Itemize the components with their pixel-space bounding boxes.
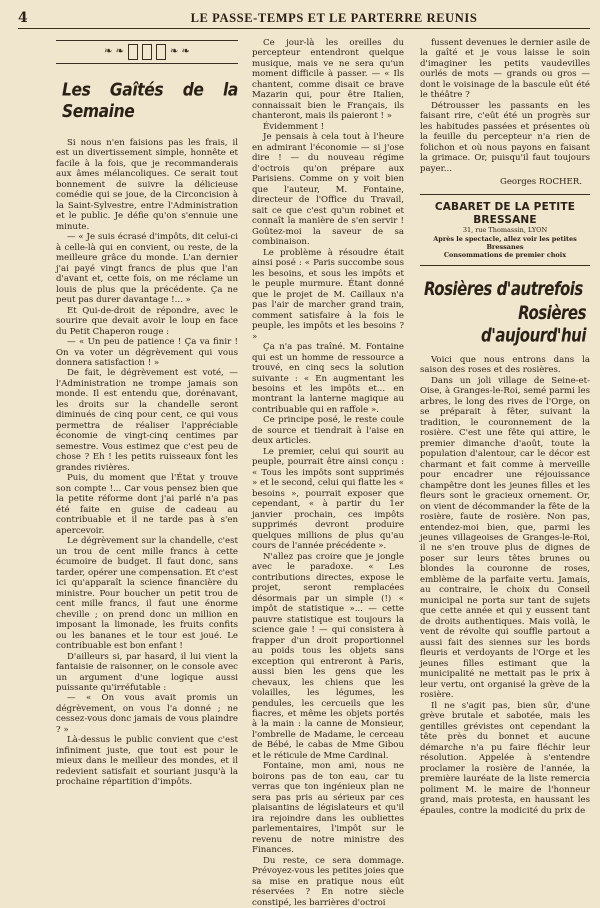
paragraph: Le dégrèvement sur la chandelle, c'est un trou de cent mille francs à cette écumoire de budget. Il faut donc, sans tarder, opérer une compensation. Et c'est ici qu'apparaît la science financière du ministre. Pour boucher un petit trou de cent mille francs, il faut une énorme cheville ; on prend donc un million en imposant la limonade, les fruits confits ou les bananes et le tour est joué. Le contribuable est bon enfant ! xyxy=(56,536,238,652)
paragraph: Et Qui-de-droit de répondre, avec le sourire que devait avoir le loup en face du Petit Chaperon rouge : xyxy=(56,305,238,337)
paragraph: Là-dessus le public convient que c'est infiniment juste, que tout est pour le mieux dans le meilleur des mondes, et il redevient satisfait et souriant jusqu'à la prochaine répartition d'impôts. xyxy=(56,735,238,788)
ad-address: 31, rue Thomassin, LYON xyxy=(462,226,548,235)
ornament-box-icon xyxy=(142,44,152,60)
paragraph: Ça n'a pas traîné. M. Fontaine qui est un homme de ressource a trouvé, en cinq secs la solution suivante : « En augmentant les besoins et les impôts et... en montrant la lanterne magique au contribuable qui en raffole ». xyxy=(252,342,404,415)
article-title-line-2: Rosières d'aujourd'hui xyxy=(481,301,586,347)
paragraph: Dans un joli village de Seine-et-Oise, à Granges-le-Roi, semé parmi les arbres, le long des rives de l'Orge, on se préparait à fêter, suivant la tradition, le couronnement de la rosière. C'est une fête qui attire, le premier dimanche d'août, toute la population d'alentour, car le décor est charmant et fait comme à merveille pour encadrer une réjouissance champêtre dont les jeunes filles et les fleurs sont le gracieux ornement. Or, on vient de décommander la fête de la rosière, faute de rosière. Non pas, entendez-moi bien, que, parmi les jeunes villageoises de Granges-le-Roi, il ne s'en trouve plus de dignes de poser sur leurs têtes brunes ou blondes la couronne de roses, emblème de la parfaite vertu. Jamais, au contraire, le choix du Conseil municipal ne porta sur tant de sujets que cette année et qui y eussent tant de droits authentiques. Mais voilà, le vent de révolte qui souffle partout a aussi fait des siennes sur les bords fleuris et verdoyants de l'Orge et les jeunes filles estimant que la municipalité ne mettait pas le prix à leur vertu, ont organisé la grève de la rosière. xyxy=(420,375,590,701)
paragraph: N'allez pas croire que je jongle avec le paradoxe. « Les contributions directes, expose le projet, seront remplacées désormais par un simple (!) « impôt de statistique »... — cette pauvre statistique est toujours la science gaie ! — qui consistera à frapper d'un droit proportionnel au poids tous les objets sans exception qui entreront à Paris, aussi bien les gens que les chevaux, les chiens que les volailles, les légumes, les pendules, les cercueils que les fiacres, et même les objets portés à la main : la canne de Monsieur, l'ombrelle de Madame, le cerceau de Bébé, le cabas de Mme Gibou et le réticule de Mme Cardinal. xyxy=(252,551,404,761)
ad-line: Après le spectacle, allez voir les petites Bressanes xyxy=(433,234,577,251)
column-1 xyxy=(56,40,238,788)
column-2 xyxy=(252,38,404,908)
article-title-line-1: Rosières d'autrefois xyxy=(424,277,583,301)
paragraph: Le premier, celui qui sourit au peuple, pourrait être ainsi conçu : « Tous les impôts sont supprimés » et le second, celui qui flatte les « besoins », pourrait exposer que cependant, « à partir du 1er janvier prochain, ces impôts supprimés devront produire quelques millions de plus qu'au cours de l'année précédente ». xyxy=(252,446,404,552)
paragraph: Je pensais à cela tout à l'heure en admirant l'économie — si j'ose dire ! — du nouveau régime d'octrois qu'on prépare aux Parisiens. Comme on y voit bien que l'auteur, M. Fontaine, directeur de l'Office du Travail, sait ce que c'est qu'un robinet et connaît la manière de s'en servir ! Goûtez-moi la saveur de sa combinaison. xyxy=(252,132,404,248)
paragraph: Du reste, ce sera dommage. Prévoyez-vous les petites joies que sa mise en pratique nous eût réservées ? En notre siècle constipé, les barrières d'octroi xyxy=(252,855,404,908)
ornament-divider xyxy=(56,40,238,64)
paragraph: — « On vous avait promis un dégrèvement, on vous l'a donné ; ne cessez-vous donc jamais de vous plaindre ? » xyxy=(56,693,238,735)
paragraph: Ce principe posé, le reste coule de source et tiendrait à l'aise en deux articles. xyxy=(252,415,404,447)
paragraph: Évidemment ! xyxy=(263,121,325,132)
journal-title: LE PASSE-TEMPS ET LE PARTERRE REUNIS xyxy=(190,10,478,25)
paragraph: — « Je suis écrasé d'impôts, dit celui-ci à celle-là qui en convient, ou reste, de la meilleure grâce du monde. L'an dernier j'ai payé vingt francs de plus que l'an d'avant et, cette fois, on me réclame un louis de plus que la précédente. Ça ne peut pas durer davantage !... » xyxy=(56,232,238,306)
page-header xyxy=(18,8,590,29)
paragraph: D'ailleurs si, par hasard, il lui vient la fantaisie de raisonner, on le console avec un argument d'une logique aussi puissante qu'irréfutable : xyxy=(56,651,238,693)
leaf-ornament-icon: ❧ ❧ xyxy=(170,45,190,57)
advertisement xyxy=(420,194,590,266)
paragraph: Il ne s'agit pas, bien sûr, d'une grève brutale et sabotée, mais les gentilles grévistes ont cependant la tête près du bonnet et aucune démarche n'a pu faire fléchir leur résolution. Appelée à s'entendre proclamer la rosière de l'année, la première lauréate de la liste remercia poliment M. le maire de l'honneur grand, mais protesta, en haussant les épaules, contre la modicité du prix de xyxy=(420,700,590,816)
author-signature: Georges ROCHER. xyxy=(499,177,582,188)
paragraph: Le problème à résoudre était ainsi posé : « Paris succombe sous les besoins, et sous les impôts et le peuple murmure. Étant donné que le projet de M. Caillaux n'a pas l'air de marcher grand train, comment satisfaire à la fois le peuple, les impôts et les besoins ? » xyxy=(252,247,404,342)
ornament-box-icon xyxy=(156,44,166,60)
paragraph: Ce jour-là les oreilles du percepteur entendront quelque musique, mais ve ne sera qu'un moment difficile à passer. — « Ils chantent, comme disait ce brave Mazarin qui, pour être Italien, connaissait bien le Français, ils chanteront, mais ils paieront ! » xyxy=(252,38,404,122)
article-title: Les Gaîtés de la Semaine xyxy=(62,79,238,122)
paragraph: Voici que nous entrons dans la saison des roses et des rosières. xyxy=(420,354,590,376)
paragraph: Si nous n'en faisions pas les frais, il est un divertissement simple, honnête et facile à la fois, que je recommanderais aux âmes mélancoliques. Ce serait tout bonnement de suivre la délicieuse comédie qui se joue, de la Circoncision à la Saint-Sylvestre, entre l'Administration et le public. Je défie qu'on s'ennuie une minute. xyxy=(56,137,238,232)
paragraph: Fontaine, mon ami, nous ne boirons pas de ton eau, car tu verras que ton ingénieux plan ne sera pas pris au sérieux par ces plaisantins de législateurs et qu'il ira rejoindre dans les oubliettes parlementaires, l'impôt sur le revenu de notre ministre des Finances. xyxy=(252,761,404,856)
ad-line: Consommations de premier choix xyxy=(443,250,567,259)
column-3 xyxy=(420,38,590,816)
ad-title: CABARET DE LA PETITE BRESSANE xyxy=(434,200,576,226)
page-number: 4 xyxy=(18,10,28,26)
paragraph: De fait, le dégrèvement est voté, — l'Administration ne trompe jamais son monde. Il est entendu que, dorénavant, les droits sur la chandelle seront diminués de cinq pour cent, ce qui vous permettra de réaliser l'appréciable économie de vingt-cinq centimes par semestre. Vous estimez que c'est peu de chose ? Eh ! les petits ruisseaux font les grandes rivières. xyxy=(56,368,238,473)
ornament-box-icon xyxy=(128,44,138,60)
paragraph: fussent devenues le dernier asile de la gaîté et je vous laisse le soin d'imaginer les petits vaudevilles ourlés de mots — grands ou gros — dont le voisinage de la bascule eût été le théâtre ? xyxy=(420,38,590,101)
paragraph: Puis, du moment que l'État y trouve son compte !... Car vous pensez bien que la petite réforme dont j'ai parlé n'a pas été faite en guise de cadeau au contribuable et il ne tarde pas à s'en apercevoir. xyxy=(56,473,238,536)
paragraph: — « Un peu de patience ! Ça va finir ! On va voter un dégrèvement qui vous donnera satisfaction ! » xyxy=(56,337,238,368)
leaf-ornament-icon: ❧ ❧ xyxy=(104,45,124,57)
paragraph: Détrousser les passants en les faisant rire, c'eût été un progrès sur les habitudes passées et présentes où la feuille du percepteur n'a rien de folichon et où nous payons en faisant la grimace. Or, puisqu'il faut toujours payer... xyxy=(420,100,590,174)
